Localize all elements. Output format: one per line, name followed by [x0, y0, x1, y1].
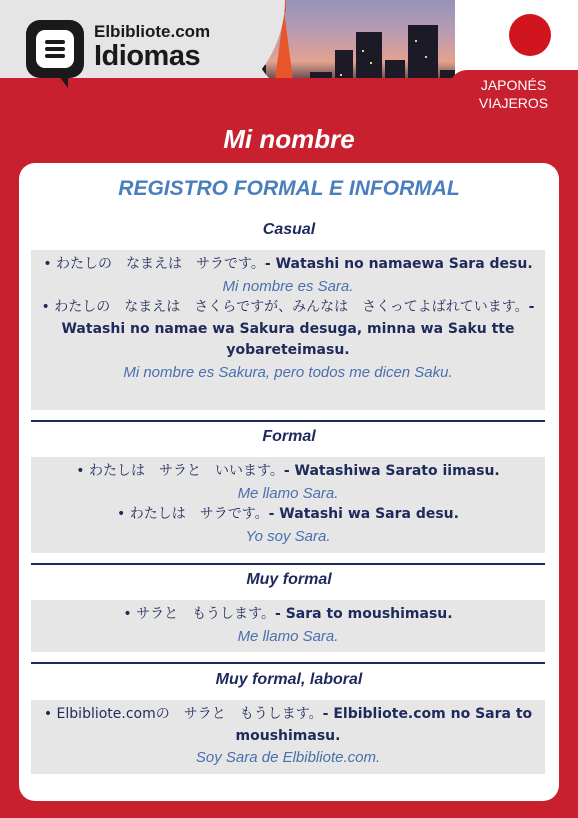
- section-divider: [31, 420, 545, 422]
- japanese-phrase: • わたしは サラです。: [117, 506, 269, 522]
- tag-audience: VIAJEROS: [478, 95, 549, 111]
- phrase-line: [41, 604, 535, 626]
- japan-flag-sun-icon: [509, 14, 551, 56]
- japanese-phrase: • わたしの なまえは さくらですが、みんなは さくってよばれています。: [41, 299, 529, 315]
- phrase-line: [41, 504, 535, 526]
- phrase-block-muy-formal: [31, 600, 545, 652]
- spanish-translation: Me llamo Sara.: [237, 484, 339, 502]
- phrase-block-casual: [31, 250, 545, 410]
- phrase-line: [41, 704, 535, 747]
- romaji-phrase: - Sara to moushimasu.: [275, 606, 453, 622]
- phrase-block-muy-formal-laboral: [31, 700, 545, 774]
- spanish-translation: Mi nombre es Sakura, pero todos me dicen Saku.: [123, 363, 453, 381]
- romaji-phrase: - Watashiwa Sarato iimasu.: [283, 463, 500, 479]
- brand-section-name: Idiomas: [94, 40, 201, 72]
- spanish-translation: Mi nombre es Sara.: [222, 277, 354, 295]
- phrase-line: [41, 461, 535, 483]
- romaji-phrase: - Watashi no namae wa Sakura desuga, minna wa Saku tte yobareteimasu.: [61, 299, 535, 358]
- category-tag: [449, 70, 578, 120]
- japanese-phrase: • Elbibliote.comの サラと もうします。: [43, 706, 323, 722]
- section-divider: [31, 563, 545, 565]
- spanish-translation: Me llamo Sara.: [237, 627, 339, 645]
- spanish-translation: Soy Sara de Elbibliote.com.: [195, 749, 381, 766]
- section-divider: [31, 662, 545, 664]
- section-label-muy-formal-laboral: Muy formal, laboral: [215, 671, 363, 688]
- japanese-phrase: • わたしの なまえは サラです。: [43, 256, 265, 272]
- tag-language: JAPONÉS: [480, 77, 547, 93]
- spanish-translation: Yo soy Sara.: [245, 527, 331, 545]
- phrase-line: [41, 254, 535, 276]
- content-card: [19, 163, 559, 801]
- phrase-block-formal: [31, 457, 545, 553]
- page-title: Mi nombre: [223, 124, 355, 154]
- section-label-formal: Formal: [262, 428, 316, 445]
- section-label-muy-formal: Muy formal: [246, 571, 332, 588]
- card-title: REGISTRO FORMAL E INFORMAL: [118, 177, 460, 200]
- romaji-phrase: - Elbibliote.com no Sara to moushimasu.: [235, 706, 533, 744]
- japanese-phrase: • わたしは サラと いいます。: [76, 463, 284, 479]
- section-label-casual: Casual: [262, 221, 316, 238]
- romaji-phrase: - Watashi no namaewa Sara desu.: [264, 256, 533, 272]
- japanese-phrase: • サラと もうします。: [123, 606, 276, 622]
- romaji-phrase: - Watashi wa Sara desu.: [268, 506, 459, 522]
- phrase-line: [41, 297, 535, 362]
- brand-site-name: Elbibliote.com: [94, 22, 211, 41]
- book-chat-logo-icon: [26, 20, 84, 78]
